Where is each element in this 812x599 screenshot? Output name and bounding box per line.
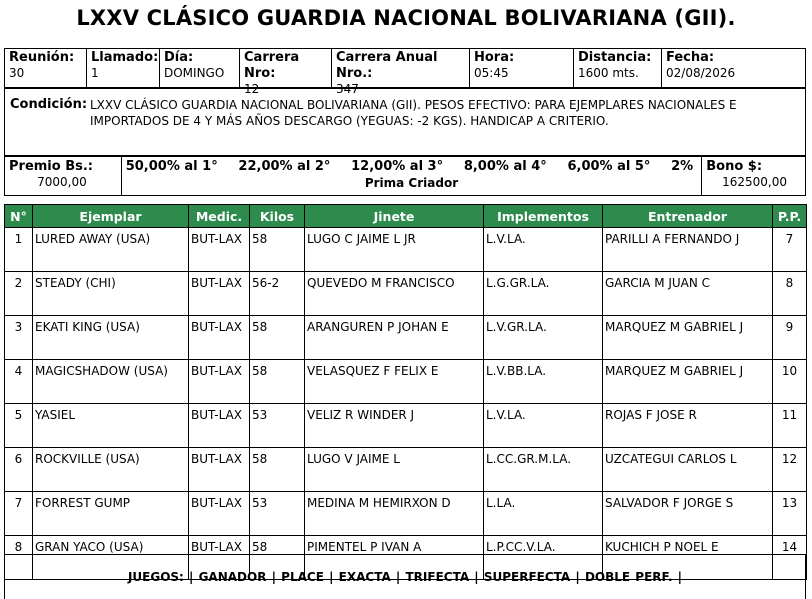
cell-post-position: 11 [773, 404, 807, 448]
col-header-ejemplar: Ejemplar [33, 205, 189, 228]
info-value: 02/08/2026 [666, 66, 736, 80]
prize-pct-breeder: 2% [671, 159, 694, 174]
info-carrera-anual [332, 49, 470, 96]
cell-medic: BUT-LAX [189, 272, 250, 316]
info-label: Llamado: [91, 50, 159, 65]
table-row [5, 272, 807, 316]
cell-post-position: 12 [773, 448, 807, 492]
prize-percentages [126, 159, 698, 175]
info-dia [160, 49, 240, 87]
cell-post-position: 9 [773, 316, 807, 360]
bono-cell [702, 157, 805, 195]
cell-trainer: SALVADOR F JORGE S [603, 492, 773, 536]
prize-pct-2: 22,00% al 2° [238, 159, 331, 174]
cell-implements: L.LA. [484, 492, 603, 536]
info-distancia [574, 49, 662, 87]
col-header-medic: Medic. [189, 205, 250, 228]
cell-number: 5 [5, 404, 33, 448]
race-info-row [4, 48, 806, 96]
cell-horse: ROCKVILLE (USA) [33, 448, 189, 492]
prima-criador: Prima Criador [364, 176, 459, 190]
info-fecha [662, 49, 805, 87]
cell-post-position: 8 [773, 272, 807, 316]
cell-jockey: VELASQUEZ F FELIX E [305, 360, 484, 404]
cell-horse: GRAN YACO (USA) [33, 536, 189, 580]
info-value: 347 [336, 82, 359, 96]
cell-medic: BUT-LAX [189, 536, 250, 580]
cell-jockey: LUGO C JAIME L JR [305, 228, 484, 272]
cell-number: 7 [5, 492, 33, 536]
cell-medic: BUT-LAX [189, 404, 250, 448]
cell-jockey: QUEVEDO M FRANCISCO [305, 272, 484, 316]
bet-types-footer: JUEGOS: | GANADOR | PLACE | EXACTA | TRIFECTA | SUPERFECTA | DOBLE PERF. | [4, 554, 806, 599]
runners-table [4, 204, 807, 580]
condition-box [4, 88, 806, 156]
cell-jockey: PIMENTEL P IVAN A [305, 536, 484, 580]
cell-number: 4 [5, 360, 33, 404]
info-label: Carrera Nro: [244, 50, 300, 81]
info-label: Hora: [474, 50, 515, 65]
cell-horse: EKATI KING (USA) [33, 316, 189, 360]
table-header-row [5, 205, 807, 228]
prize-pct-4: 8,00% al 4° [463, 159, 547, 174]
cell-implements: L.V.LA. [484, 228, 603, 272]
info-llamado [87, 49, 160, 87]
cell-medic: BUT-LAX [189, 360, 250, 404]
cell-trainer: PARILLI A FERNANDO J [603, 228, 773, 272]
cell-trainer: ROJAS F JOSE R [603, 404, 773, 448]
cell-horse: YASIEL [33, 404, 189, 448]
cell-implements: L.P.CC.V.LA. [484, 536, 603, 580]
table-row [5, 404, 807, 448]
col-header-entrenador: Entrenador [603, 205, 773, 228]
cell-kilos: 58 [250, 360, 305, 404]
cell-trainer: UZCATEGUI CARLOS L [603, 448, 773, 492]
cell-kilos: 58 [250, 228, 305, 272]
prize-pct-3: 12,00% al 3° [351, 159, 444, 174]
info-carrera-nro [240, 49, 332, 96]
cell-implements: L.V.LA. [484, 404, 603, 448]
cell-post-position: 10 [773, 360, 807, 404]
info-label: Reunión: [9, 50, 75, 65]
prize-row [4, 156, 806, 196]
col-header-pp: P.P. [773, 205, 807, 228]
cell-number: 6 [5, 448, 33, 492]
cell-jockey: ARANGUREN P JOHAN E [305, 316, 484, 360]
cell-medic: BUT-LAX [189, 228, 250, 272]
info-value: 1600 mts. [578, 66, 639, 80]
cell-horse: LURED AWAY (USA) [33, 228, 189, 272]
col-header-number: N° [5, 205, 33, 228]
info-label: Día: [164, 50, 194, 65]
cell-medic: BUT-LAX [189, 316, 250, 360]
cell-implements: L.V.GR.LA. [484, 316, 603, 360]
cell-kilos: 58 [250, 536, 305, 580]
cell-jockey: MEDINA M HEMIRXON D [305, 492, 484, 536]
cell-horse: MAGICSHADOW (USA) [33, 360, 189, 404]
prize-pct-1: 50,00% al 1° [125, 159, 218, 174]
prize-cell [5, 157, 122, 195]
info-label: Carrera Anual Nro.: [336, 50, 438, 81]
cell-trainer: KUCHICH P NOEL E [603, 536, 773, 580]
prize-label: Premio Bs.: [9, 159, 93, 174]
cell-post-position: 7 [773, 228, 807, 272]
cell-jockey: VELIZ R WINDER J [305, 404, 484, 448]
condition-text: LXXV CLÁSICO GUARDIA NACIONAL BOLIVARIANA (GII). PESOS EFECTIVO: PARA EJEMPLARES NACIONALES E IMPORTADOS DE 4 Y MÁS AÑOS DESCARGO (YEGUAS: -2 KGS). HANDICAP A CRITERIO. [90, 98, 737, 128]
cell-number: 8 [5, 536, 33, 580]
col-header-kilos: Kilos [250, 205, 305, 228]
cell-implements: L.V.BB.LA. [484, 360, 603, 404]
cell-implements: L.G.GR.LA. [484, 272, 603, 316]
info-value: 30 [9, 66, 25, 80]
cell-jockey: LUGO V JAIME L [305, 448, 484, 492]
bono-value: 162500,00 [722, 175, 787, 189]
cell-kilos: 53 [250, 492, 305, 536]
info-hora [470, 49, 574, 87]
cell-trainer: MARQUEZ M GABRIEL J [603, 360, 773, 404]
cell-horse: STEADY (CHI) [33, 272, 189, 316]
cell-trainer: GARCIA M JUAN C [603, 272, 773, 316]
col-header-jinete: Jinete [305, 205, 484, 228]
race-title: LXXV CLÁSICO GUARDIA NACIONAL BOLIVARIANA (GII). [76, 6, 736, 30]
info-value: 05:45 [474, 66, 509, 80]
prize-value: 7000,00 [37, 175, 87, 189]
cell-post-position: 13 [773, 492, 807, 536]
cell-number: 3 [5, 316, 33, 360]
info-reunion [5, 49, 87, 87]
info-value: 12 [244, 82, 260, 96]
cell-implements: L.CC.GR.M.LA. [484, 448, 603, 492]
info-value: 1 [91, 66, 99, 80]
info-label: Distancia: [578, 50, 652, 65]
cell-number: 1 [5, 228, 33, 272]
cell-kilos: 53 [250, 404, 305, 448]
prize-distribution [122, 157, 703, 195]
cell-trainer: MARQUEZ M GABRIEL J [603, 316, 773, 360]
cell-post-position: 14 [773, 536, 807, 580]
table-row [5, 492, 807, 536]
table-row [5, 316, 807, 360]
cell-kilos: 58 [250, 448, 305, 492]
info-label: Fecha: [666, 50, 715, 65]
cell-medic: BUT-LAX [189, 448, 250, 492]
cell-kilos: 58 [250, 316, 305, 360]
cell-kilos: 56-2 [250, 272, 305, 316]
info-value: DOMINGO [164, 66, 225, 80]
table-row [5, 228, 807, 272]
cell-number: 2 [5, 272, 33, 316]
condition-label: Condición: [10, 97, 88, 112]
bono-label: Bono $: [706, 159, 763, 174]
table-row [5, 360, 807, 404]
cell-horse: FORREST GUMP [33, 492, 189, 536]
cell-medic: BUT-LAX [189, 492, 250, 536]
prize-pct-5: 6,00% al 5° [567, 159, 651, 174]
col-header-implementos: Implementos [484, 205, 603, 228]
table-row [5, 448, 807, 492]
